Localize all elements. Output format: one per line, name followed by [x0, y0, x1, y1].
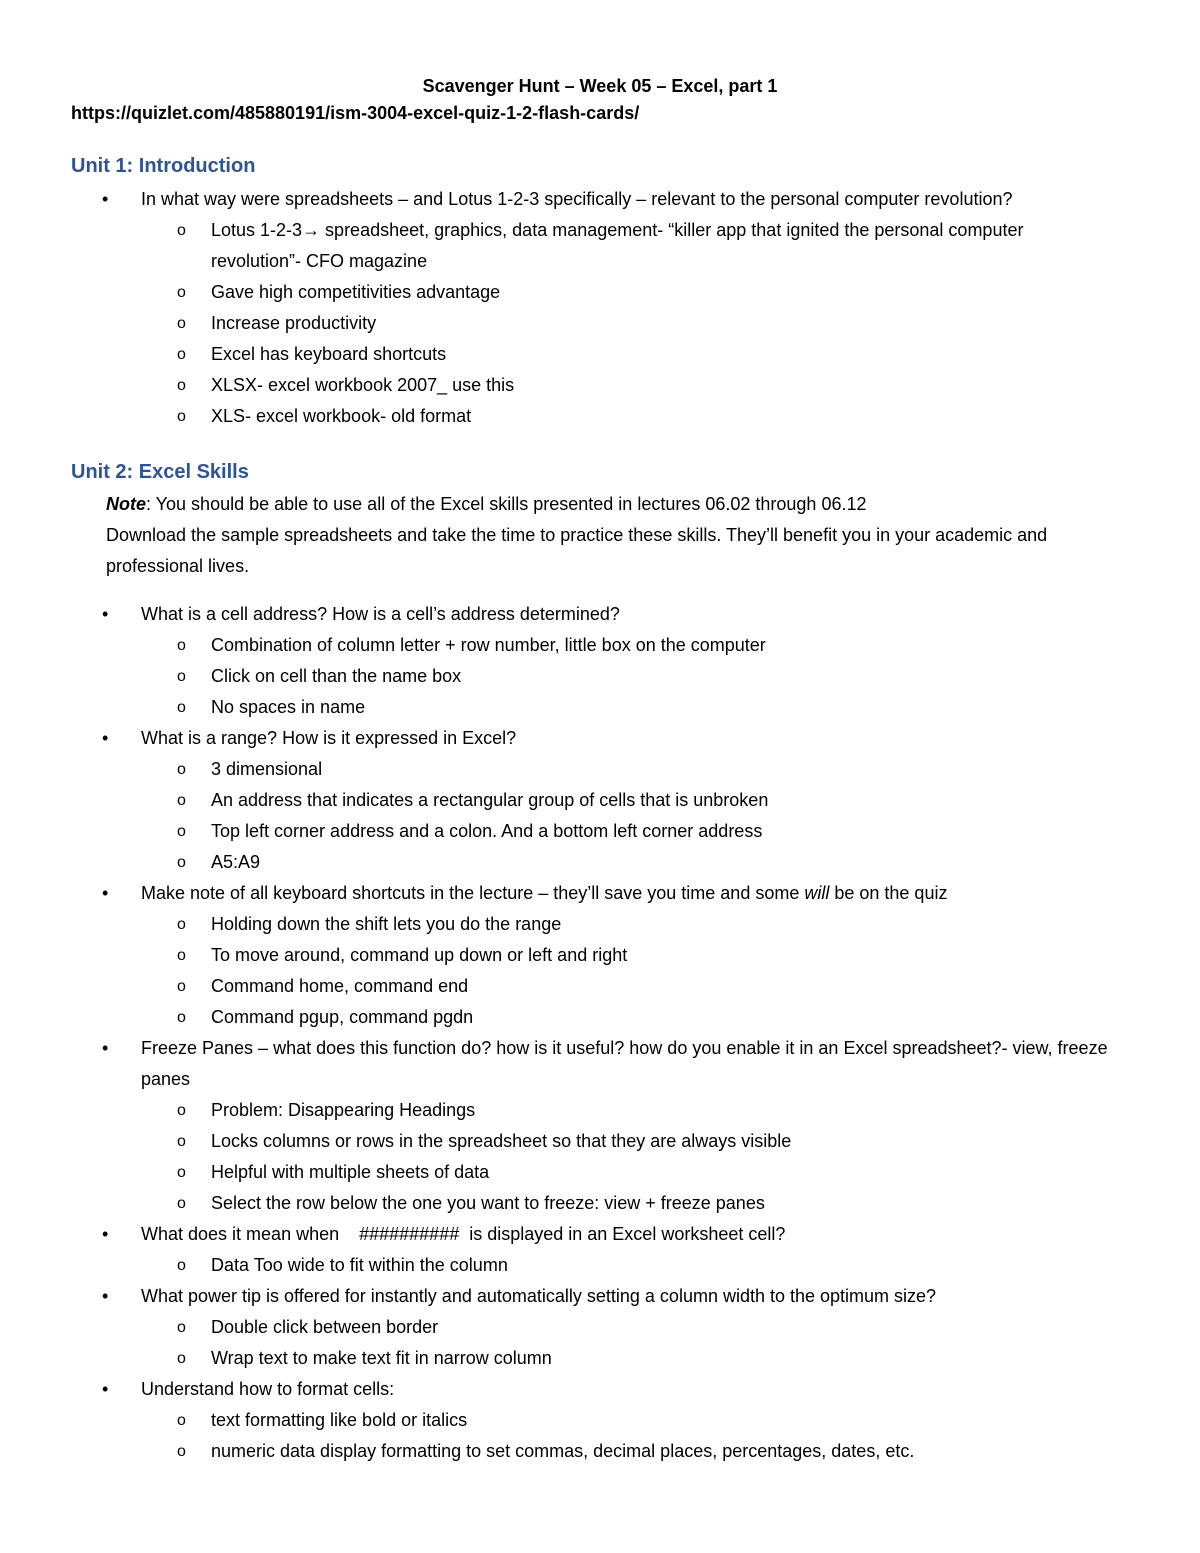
- list-item: [0, 1033, 1121, 1219]
- note-paragraph: [106, 489, 1116, 520]
- answer-list: [141, 754, 1121, 878]
- list-item: [0, 878, 1121, 1033]
- answer-item: o Click on cell than the name box: [141, 661, 1111, 692]
- list-item: [0, 1374, 1121, 1467]
- question-emphasis: will: [804, 883, 830, 903]
- question-text-end: be on the quiz: [829, 883, 948, 903]
- list-item: [0, 1219, 1121, 1281]
- answer-item: o An address that indicates a rectangular group of cells that is unbroken: [141, 785, 1111, 816]
- answer-item: o text formatting like bold or italics: [141, 1405, 1111, 1436]
- answer-item: o No spaces in name: [141, 692, 1111, 723]
- unit-1-list: [0, 184, 1200, 432]
- unit-1-heading: Unit 1: Introduction: [71, 155, 256, 177]
- answer-item: o XLSX- excel workbook 2007_ use this: [141, 370, 1111, 401]
- question-text-start: Make note of all keyboard shortcuts in the lecture – they’ll save you time and some: [141, 883, 805, 903]
- answer-item: o numeric data display formatting to set commas, decimal places, percentages, dates, etc.: [141, 1436, 1111, 1467]
- answer-item: o A5:A9: [141, 847, 1111, 878]
- answer-list: [141, 1095, 1121, 1219]
- unit-2-heading: Unit 2: Excel Skills: [71, 461, 249, 483]
- question-text: • What power tip is offered for instantly and automatically setting a column width to the optimum size?: [141, 1286, 937, 1306]
- answer-item: o Problem: Disappearing Headings: [141, 1095, 1111, 1126]
- answer-list: [141, 1312, 1121, 1374]
- answer-item: o Top left corner address and a colon. And a bottom left corner address: [141, 816, 1111, 847]
- answer-item: o 3 dimensional: [141, 754, 1111, 785]
- answer-item: o Helpful with multiple sheets of data: [141, 1157, 1111, 1188]
- answer-item: o Gave high competitivities advantage: [141, 277, 1111, 308]
- answer-item: o Wrap text to make text fit in narrow column: [141, 1343, 1111, 1374]
- answer-item: o Data Too wide to fit within the column: [141, 1250, 1111, 1281]
- answer-item: o Command home, command end: [141, 971, 1111, 1002]
- note-label: Note: [106, 494, 146, 514]
- document-title: Scavenger Hunt – Week 05 – Excel, part 1: [422, 76, 778, 96]
- quizlet-link[interactable]: https://quizlet.com/485880191/ism-3004-excel-quiz-1-2-flash-cards/: [71, 103, 640, 123]
- answer-list: [141, 215, 1121, 432]
- note-text: : You should be able to use all of the Excel skills presented in lectures 06.02 through 06.12: [146, 494, 867, 514]
- question-text: • Understand how to format cells:: [141, 1379, 395, 1399]
- question-text: [141, 878, 1121, 909]
- answer-item: o Locks columns or rows in the spreadsheet so that they are always visible: [141, 1126, 1111, 1157]
- answer-item: o XLS- excel workbook- old format: [141, 401, 1111, 432]
- question-text: • What does it mean when ########## is displayed in an Excel worksheet cell?: [141, 1224, 786, 1244]
- list-item: [0, 599, 1121, 723]
- download-paragraph: Download the sample spreadsheets and take the time to practice these skills. They’ll benefit you in your academic and professional lives.: [106, 525, 1048, 576]
- question-text: • What is a cell address? How is a cell’s address determined?: [141, 604, 620, 624]
- answer-item: o Increase productivity: [141, 308, 1111, 339]
- question-text: • Freeze Panes – what does this function do? how is it useful? how do you enable it in an Excel spreadsheet?- view, freeze panes: [141, 1038, 1108, 1089]
- answer-list: [141, 1405, 1121, 1467]
- unit-2-list: [0, 599, 1200, 1467]
- answer-item: o Lotus 1-2-3→ spreadsheet, graphics, data management- “killer app that ignited the personal computer revolution”- CFO magazine: [141, 215, 1111, 277]
- answer-list: [141, 630, 1121, 723]
- answer-list: [141, 909, 1121, 1033]
- answer-item: o Select the row below the one you want to freeze: view + freeze panes: [141, 1188, 1111, 1219]
- answer-item: o Command pgup, command pgdn: [141, 1002, 1111, 1033]
- list-item: [0, 1281, 1121, 1374]
- answer-item: o Holding down the shift lets you do the range: [141, 909, 1111, 940]
- question-text: • What is a range? How is it expressed in Excel?: [141, 728, 517, 748]
- list-item: [0, 184, 1121, 432]
- answer-item: o Excel has keyboard shortcuts: [141, 339, 1111, 370]
- list-item: [0, 723, 1121, 878]
- question-text: • In what way were spreadsheets – and Lotus 1-2-3 specifically – relevant to the personal computer revolution?: [141, 189, 1013, 209]
- answer-item: o Double click between border: [141, 1312, 1111, 1343]
- answer-item: o To move around, command up down or left and right: [141, 940, 1111, 971]
- answer-item: o Combination of column letter + row number, little box on the computer: [141, 630, 1111, 661]
- answer-list: [141, 1250, 1121, 1281]
